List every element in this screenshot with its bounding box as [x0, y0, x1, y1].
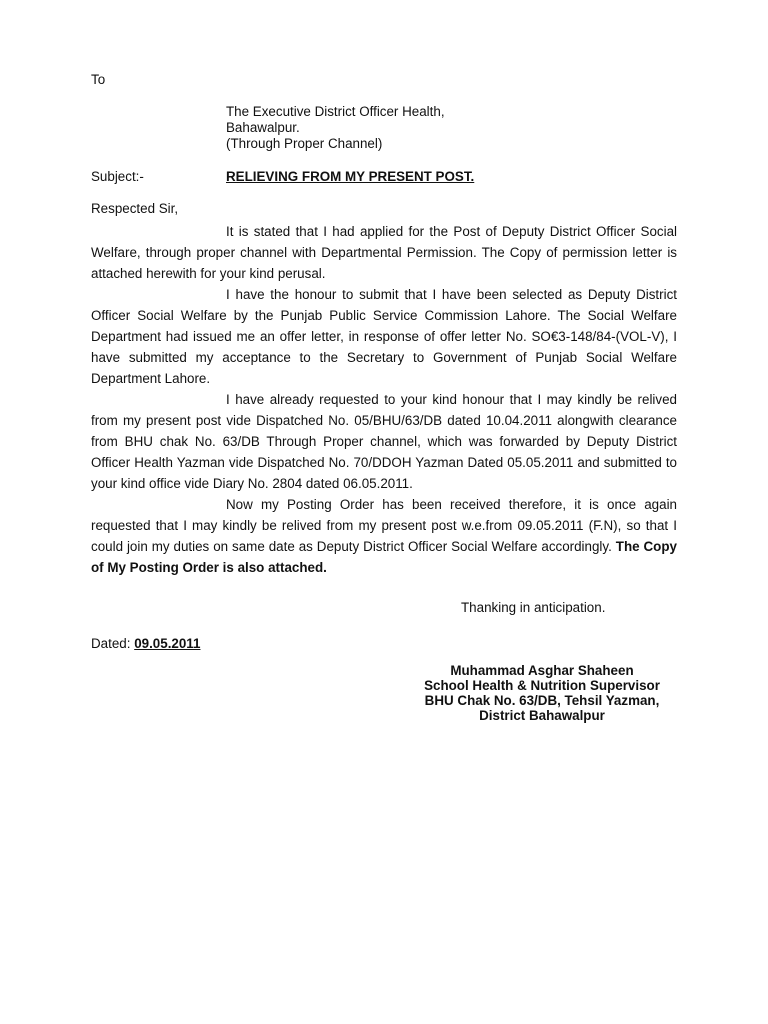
- signature-name: Muhammad Asghar Shaheen: [450, 663, 634, 678]
- closing: Thanking in anticipation.: [461, 600, 606, 615]
- paragraph-4-text: Now my Posting Order has been received therefore, it is once again requested that I may kindly be relived from my present post w.e.from 09.05.2011 (F.N), so that I could join my duties on same date as Deputy District Officer Social Welfare accordingly.: [91, 497, 677, 554]
- signature-district: District Bahawalpur: [479, 708, 605, 723]
- dated-line: [91, 636, 200, 652]
- paragraph-1: It is stated that I had applied for the Post of Deputy District Officer Social Welfare, through proper channel with Departmental Permission. The Copy of permission letter is attached herewith for your kind perusal.: [91, 224, 677, 281]
- paragraph-4-bold: The Copy of My Posting Order is also attached.: [91, 539, 677, 575]
- signature-office: BHU Chak No. 63/DB, Tehsil Yazman,: [424, 693, 660, 708]
- letter-body: [91, 221, 677, 578]
- address-line-2: Bahawalpur.: [226, 120, 300, 135]
- address-line-3: (Through Proper Channel): [226, 136, 383, 151]
- paragraph-4: [91, 494, 677, 578]
- dated-value: 09.05.2011: [134, 636, 201, 651]
- subject-text: RELIEVING FROM MY PRESENT POST.: [226, 169, 475, 184]
- address-line-1: The Executive District Officer Health,: [226, 104, 445, 119]
- dated-label: Dated:: [91, 636, 135, 651]
- to-label: To: [91, 72, 106, 87]
- salutation: Respected Sir,: [91, 201, 179, 216]
- subject-label: Subject:-: [91, 169, 144, 184]
- paragraph-3: I have already requested to your kind honour that I may kindly be relived from my present post vide Dispatched No. 05/BHU/63/DB dated 10.04.2011 alongwith clearance from BHU chak No. 63/DB Through Proper channel, which was forwarded by Deputy District Officer Health Yazman vide Dispatched No. 70/DDOH Yazman Dated 05.05.2011 and submitted to your kind office vide Diary No. 2804 dated 06.05.2011.: [91, 392, 677, 491]
- paragraph-2: I have the honour to submit that I have been selected as Deputy District Officer Social Welfare by the Punjab Public Service Commission Lahore. The Social Welfare Department had issued me an offer letter, in response of offer letter No. SO€3-148/84-(VOL-V), I have submitted my acceptance to the Secretary to Government of Punjab Social Welfare Department Lahore.: [91, 287, 677, 386]
- signature-title: School Health & Nutrition Supervisor: [424, 678, 660, 693]
